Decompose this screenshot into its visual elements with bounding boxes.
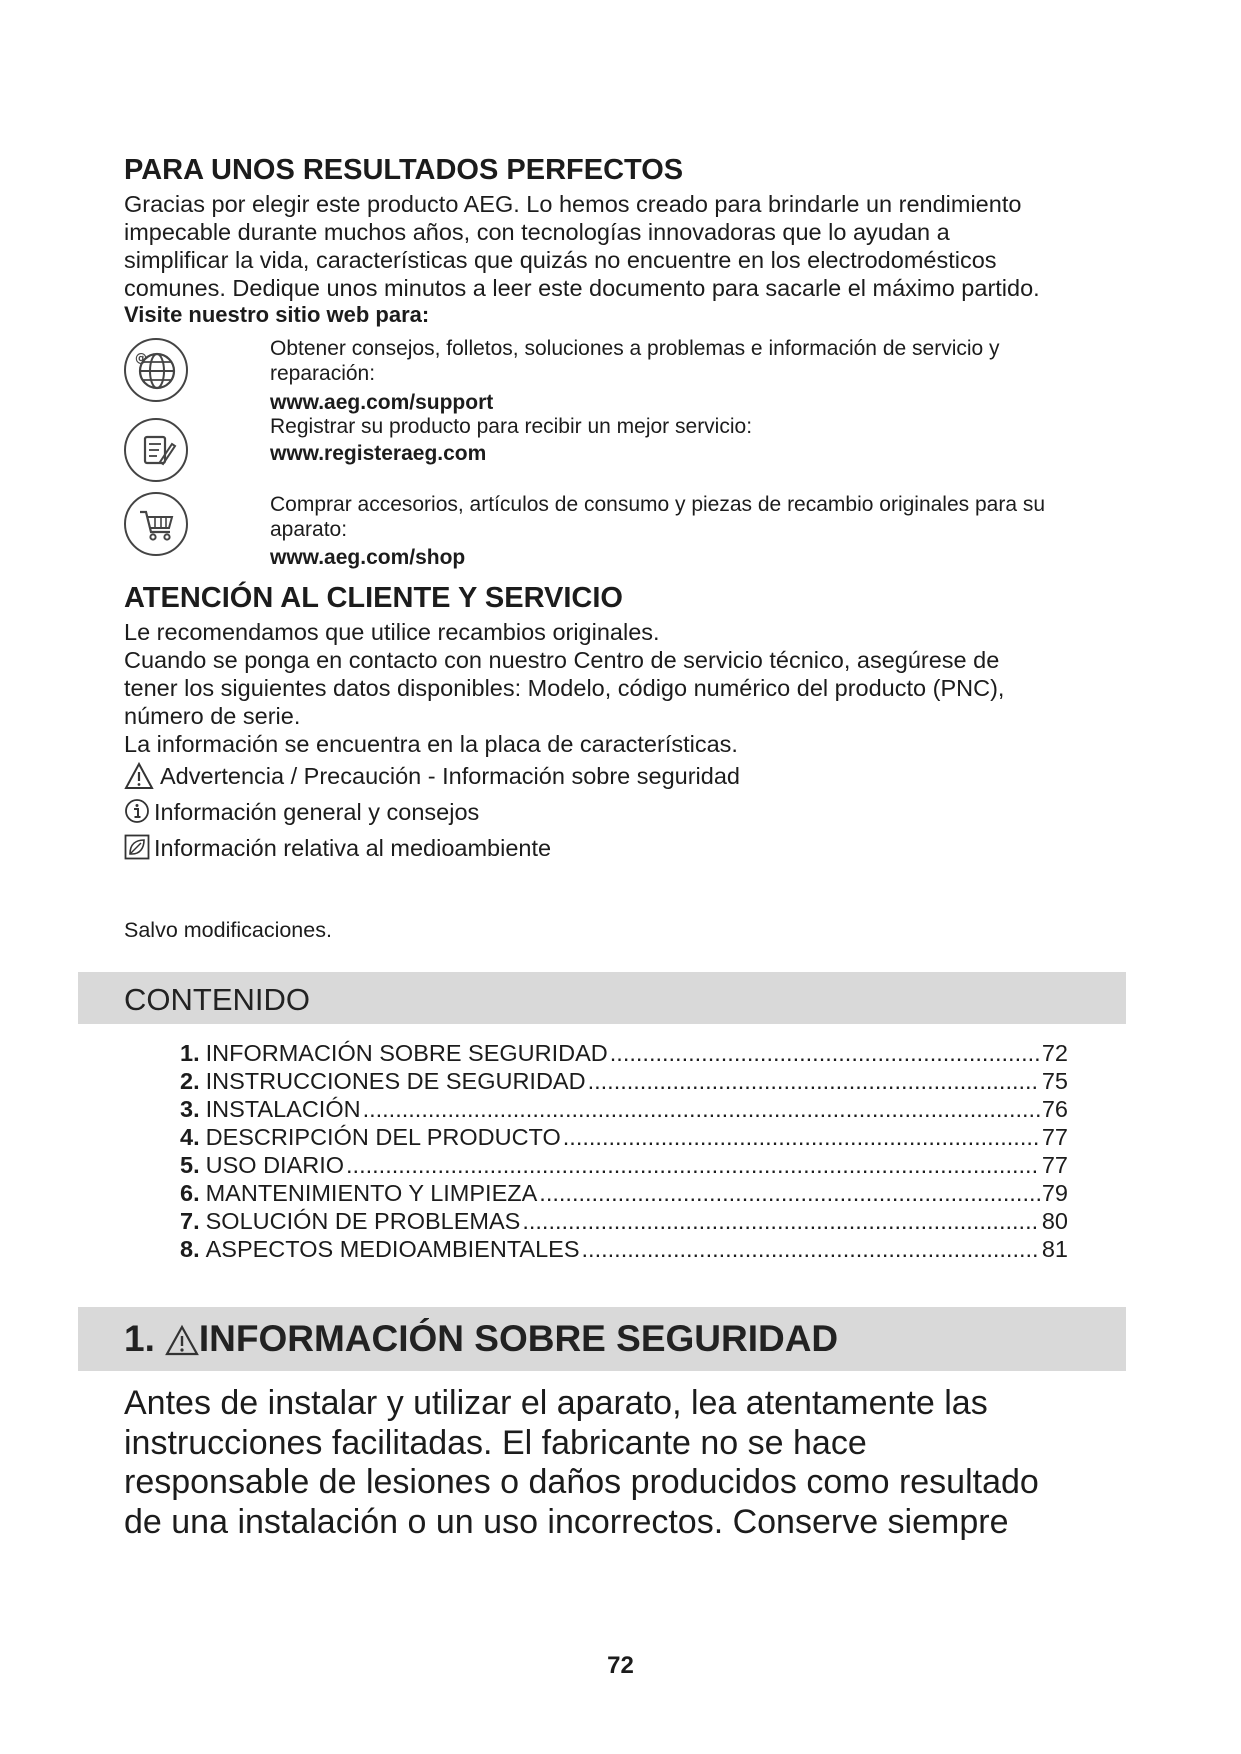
shop-link[interactable]: www.aeg.com/shop (270, 546, 466, 569)
legend-info (124, 798, 479, 826)
toc-entry-page: 76 (1041, 1096, 1068, 1122)
service-line: tener los siguientes datos disponibles: Modelo, código numérico del producto (PNC), (124, 675, 1005, 701)
section-title-customer-service: ATENCIÓN AL CLIENTE Y SERVICIO (124, 582, 623, 614)
toc-title: CONTENIDO (124, 982, 310, 1017)
toc-header-band (78, 972, 1126, 1024)
toc-leader-dots (588, 1068, 1040, 1095)
toc-entry-page: 77 (1041, 1152, 1068, 1178)
shop-line: aparato: (270, 518, 348, 541)
intro-line: Gracias por elegir este producto AEG. Lo hemos creado para brindarle un rendimiento (124, 191, 1022, 217)
toc-entry-page: 80 (1041, 1208, 1068, 1234)
toc-entry-number: 1. (180, 1040, 200, 1066)
safety-line: instrucciones facilitadas. El fabricante no se hace (124, 1423, 867, 1462)
service-line: Cuando se ponga en contacto con nuestro Centro de servicio técnico, asegúrese de (124, 647, 1000, 673)
toc-leader-dots (582, 1236, 1040, 1263)
safety-line: responsable de lesiones o daños producidos como resultado (124, 1463, 1039, 1501)
safety-title (124, 1318, 838, 1360)
legend-warning (124, 762, 740, 790)
toc-entry-label: INSTALACIÓN (205, 1096, 361, 1122)
toc-entry[interactable] (180, 1068, 1068, 1096)
toc-entry-page: 79 (1041, 1180, 1068, 1206)
toc-entry-label: INSTRUCCIONES DE SEGURIDAD (205, 1068, 586, 1094)
toc-entry[interactable] (180, 1180, 1068, 1208)
intro-line: comunes. Dedique unos minutos a leer este documento para sacarle el máximo partido. (124, 275, 1040, 301)
toc-entry[interactable] (180, 1096, 1068, 1124)
legend-text: Información general y consejos (154, 798, 480, 825)
legend-text: Información relativa al medioambiente (154, 834, 552, 861)
safety-line: Antes de instalar y utilizar el aparato, lea atentamente las (124, 1384, 988, 1422)
service-line: número de serie. (124, 703, 301, 729)
toc-entry-page: 72 (1041, 1040, 1068, 1066)
warning-triangle-icon (124, 762, 152, 790)
shop-line: Comprar accesorios, artículos de consumo y piezas de recambio originales para su (270, 493, 1046, 516)
visit-website-label: Visite nuestro sitio web para: (124, 302, 430, 327)
service-line: La información se encuentra en la placa de características. (124, 731, 738, 757)
register-form-icon (124, 418, 188, 482)
toc-leader-dots (522, 1208, 1040, 1235)
customer-service-paragraph (124, 618, 1004, 758)
toc-leader-dots (363, 1096, 1040, 1123)
toc-entry-page: 75 (1041, 1068, 1068, 1094)
toc-entry-number: 3. (180, 1096, 200, 1122)
toc-entry-label: MANTENIMIENTO Y LIMPIEZA (205, 1180, 538, 1206)
legend-environment (124, 834, 551, 862)
toc-entry-label: INFORMACIÓN SOBRE SEGURIDAD (205, 1040, 608, 1066)
toc-entry[interactable] (180, 1124, 1068, 1152)
support-text (270, 336, 1000, 386)
safety-section-number: 1. (124, 1318, 155, 1359)
service-line: Le recomendamos que utilice recambios originales. (124, 619, 660, 645)
info-circle-icon (124, 798, 148, 826)
support-line: Obtener consejos, folletos, soluciones a problemas e información de servicio y (270, 337, 1000, 360)
toc-entry-number: 4. (180, 1124, 200, 1150)
toc-entry[interactable] (180, 1040, 1068, 1068)
toc-entry-number: 2. (180, 1068, 200, 1094)
toc-leader-dots (539, 1180, 1040, 1207)
toc-entry-number: 7. (180, 1208, 200, 1234)
toc-entry-number: 5. (180, 1152, 200, 1178)
intro-line: impecable durante muchos años, con tecnologías innovadoras que lo ayudan a (124, 219, 950, 245)
safety-header-band (78, 1307, 1126, 1371)
support-link[interactable]: www.aeg.com/support (270, 391, 494, 414)
section-title-perfect-results: PARA UNOS RESULTADOS PERFECTOS (124, 154, 684, 186)
toc-entry[interactable] (180, 1236, 1068, 1264)
toc-entry[interactable] (180, 1208, 1068, 1236)
notice-text: Salvo modificaciones. (124, 918, 332, 942)
toc-entry-label: SOLUCIÓN DE PROBLEMAS (205, 1208, 521, 1234)
toc-entry[interactable] (180, 1152, 1068, 1180)
shop-text (270, 492, 1045, 542)
svg-text:@: @ (135, 351, 147, 365)
environment-leaf-icon (124, 834, 148, 862)
toc-entry-page: 81 (1041, 1236, 1068, 1262)
toc-leader-dots (346, 1152, 1040, 1179)
toc-leader-dots (610, 1040, 1040, 1067)
toc-entry-number: 8. (180, 1236, 200, 1262)
toc-entry-label: USO DIARIO (205, 1152, 345, 1178)
intro-line: simplificar la vida, características que quizás no encuentre en los electrodomésticos (124, 247, 997, 273)
shopping-cart-icon (124, 492, 188, 556)
toc-entry-label: ASPECTOS MEDIOAMBIENTALES (205, 1236, 580, 1262)
safety-line: de una instalación o un uso incorrectos. Conserve siempre (124, 1502, 1009, 1541)
safety-paragraph (124, 1384, 1039, 1542)
intro-paragraph (124, 190, 1040, 302)
warning-triangle-icon (165, 1323, 199, 1355)
toc-entry-number: 6. (180, 1180, 200, 1206)
register-link[interactable]: www.registeraeg.com (270, 442, 487, 465)
page-number: 72 (607, 1652, 634, 1679)
toc-entry-label: DESCRIPCIÓN DEL PRODUCTO (205, 1124, 561, 1150)
legend-text: Advertencia / Precaución - Información sobre seguridad (160, 762, 740, 789)
support-line: reparación: (270, 362, 376, 385)
globe-at-icon (124, 338, 188, 402)
safety-title-text: INFORMACIÓN SOBRE SEGURIDAD (198, 1318, 839, 1359)
register-text: Registrar su producto para recibir un mejor servicio: (270, 415, 753, 438)
toc-leader-dots (563, 1124, 1040, 1151)
toc-entry-page: 77 (1041, 1124, 1068, 1150)
